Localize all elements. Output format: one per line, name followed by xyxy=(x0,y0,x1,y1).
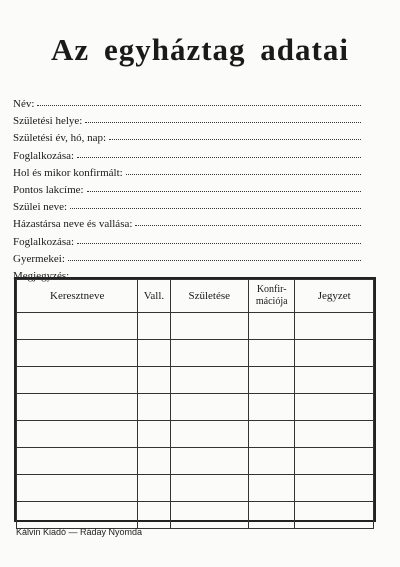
field-label: Foglalkozása: xyxy=(13,149,75,162)
field-label: Gyermekei: xyxy=(13,252,65,265)
table-header-row xyxy=(17,280,374,313)
table-cell xyxy=(17,475,138,502)
fill-in-line xyxy=(77,156,361,158)
table-row xyxy=(17,367,374,394)
table-cell xyxy=(295,421,374,448)
table-cell xyxy=(138,502,170,529)
field-label: Születési helye: xyxy=(13,115,83,128)
table-cell xyxy=(17,448,138,475)
field-label: Szülei neve: xyxy=(13,201,68,214)
table-row xyxy=(17,421,374,448)
table-cell xyxy=(249,502,295,529)
table-body xyxy=(17,313,374,529)
table-cell xyxy=(17,421,138,448)
table-cell xyxy=(295,340,374,367)
table-cell xyxy=(170,475,249,502)
field-label: Hol és mikor konfirmált: xyxy=(13,166,123,179)
table-cell xyxy=(17,367,138,394)
fill-in-line xyxy=(87,190,361,192)
table-cell xyxy=(17,394,138,421)
fill-in-line xyxy=(37,104,361,106)
table-cell xyxy=(249,367,295,394)
table-cell xyxy=(295,475,374,502)
table-row xyxy=(17,475,374,502)
fill-in-line xyxy=(109,138,361,140)
table-cell xyxy=(138,394,170,421)
table-cell xyxy=(138,421,170,448)
table-cell xyxy=(17,340,138,367)
field-address xyxy=(13,182,361,199)
form-title: Az egyháztag adatai xyxy=(51,32,349,67)
table-cell xyxy=(295,367,374,394)
publisher-footer: Kálvin Kiadó — Ráday Nyomda xyxy=(16,527,143,537)
field-spouse-occupation xyxy=(13,234,361,251)
table-cell xyxy=(17,313,138,340)
field-spouse xyxy=(13,216,361,233)
field-label: Név: xyxy=(13,98,35,110)
table-cell xyxy=(249,313,295,340)
table-cell xyxy=(170,340,249,367)
table-cell xyxy=(295,448,374,475)
table-cell xyxy=(138,367,170,394)
fill-in-line xyxy=(77,242,361,244)
header-line-2: mációja xyxy=(255,296,288,307)
table-cell xyxy=(249,448,295,475)
field-label: Foglalkozása: xyxy=(13,235,75,248)
children-table xyxy=(14,277,376,522)
field-birthplace xyxy=(13,113,361,130)
fill-in-line xyxy=(70,207,361,209)
column-header-birth: Születése xyxy=(170,280,249,313)
column-header-religion: Vall. xyxy=(138,280,170,313)
fill-in-line xyxy=(135,224,361,226)
field-children xyxy=(13,251,361,268)
field-birthdate xyxy=(13,130,361,147)
field-occupation xyxy=(13,148,361,165)
table-row xyxy=(17,394,374,421)
table-cell xyxy=(170,394,249,421)
header-line-1: Konfir- xyxy=(256,284,287,295)
column-header-first-name: Keresztneve xyxy=(17,280,138,313)
table-cell xyxy=(170,313,249,340)
table-cell xyxy=(138,448,170,475)
table-cell xyxy=(138,340,170,367)
field-parents xyxy=(13,199,361,216)
table-row xyxy=(17,340,374,367)
table-cell xyxy=(17,502,138,529)
column-header-confirmation xyxy=(249,280,295,313)
table-cell xyxy=(138,313,170,340)
column-header-notes: Jegyzet xyxy=(295,280,374,313)
table-cell xyxy=(295,394,374,421)
table-cell xyxy=(295,313,374,340)
table-row xyxy=(17,448,374,475)
field-label: Pontos lakcíme: xyxy=(13,183,84,196)
table-cell xyxy=(249,421,295,448)
member-fields xyxy=(13,96,361,285)
table-cell xyxy=(170,367,249,394)
field-label: Házastársa neve és vallása: xyxy=(13,218,133,231)
field-label: Születési év, hó, nap: xyxy=(13,132,107,145)
field-confirmation xyxy=(13,165,361,182)
table-cell xyxy=(170,448,249,475)
table-cell xyxy=(170,502,249,529)
table-cell xyxy=(249,475,295,502)
fill-in-line xyxy=(85,121,361,123)
table-cell xyxy=(249,340,295,367)
fill-in-line xyxy=(68,259,361,261)
fill-in-line xyxy=(126,173,361,175)
table-row xyxy=(17,502,374,529)
table-cell xyxy=(295,502,374,529)
table-cell xyxy=(249,394,295,421)
table-cell xyxy=(138,475,170,502)
field-name xyxy=(13,96,361,113)
table-cell xyxy=(170,421,249,448)
field-label: Megjegyzés: xyxy=(13,269,70,282)
table-row xyxy=(17,313,374,340)
